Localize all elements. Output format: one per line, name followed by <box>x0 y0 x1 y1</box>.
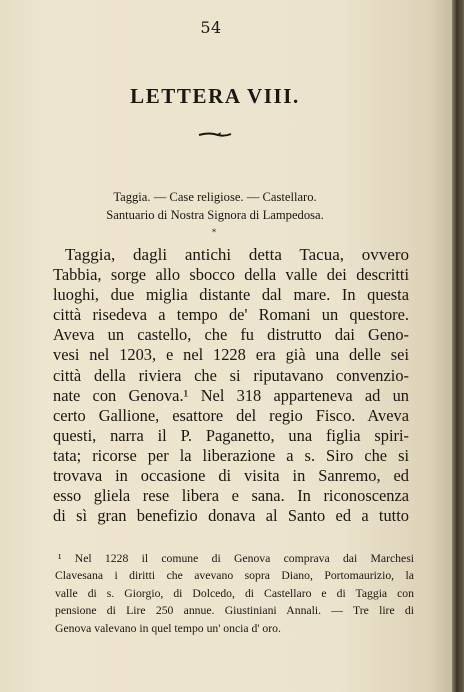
footnote-line: Genova valevano in quel tempo un' oncia d' oro. <box>55 621 281 635</box>
footnote-line: pensione di Lire 250 annue. Giustiniani Annali. — Tre lire di <box>55 604 414 618</box>
footnote-line: valle di s. Giorgio, di Dolcedo, di Castellaro e di Taggia con <box>55 586 414 600</box>
body-line: esso gliela rese libera e sana. In riconoscenza <box>53 486 409 506</box>
body-line: vesi nel 1203, e nel 1228 era già una delle sei <box>53 345 409 365</box>
body-line: tata; ricorse per la liberazione a s. Siro che si <box>53 445 409 465</box>
book-spine-edge <box>452 0 464 692</box>
body-line: città risedeva a tempo de' Romani un questore. <box>53 305 409 325</box>
body-line: certo Gallione, esattore del regio Fisco. Aveva <box>53 405 409 425</box>
body-line: Taggia, dagli antichi detta Tacua, ovvero <box>65 245 409 264</box>
letter-body <box>53 245 409 526</box>
body-line: di sì gran benefizio donava al Santo ed a tutto <box>53 506 409 526</box>
letter-title: LETTERA VIII. <box>130 84 300 108</box>
body-line: questi, narra il P. Paganetto, una figlia spiri- <box>53 425 409 445</box>
subtitle-sanctuary: Santuario di Nostra Signora di Lampedosa. <box>106 208 324 222</box>
subtitle-topics: Taggia. — Case religiose. — Castellaro. <box>113 190 317 204</box>
footnotes <box>55 550 414 637</box>
body-line: nate con Genova.¹ Nel 318 apparteneva ad un <box>53 385 409 405</box>
footnote-line: ¹ Nel 1228 il comune di Genova comprava dai Marchesi <box>58 552 414 565</box>
body-line: trovava in occasione di visita in Sanremo, ed <box>53 466 409 486</box>
footnote-line: Clavesana i diritti che avevano sopra Diano, Portomaurizio, la <box>55 569 414 583</box>
separator-mark: * <box>212 228 216 237</box>
body-line: Tabbia, sorge allo sbocco della valle dei descritti <box>53 265 409 285</box>
ornament-dash-icon <box>198 130 232 140</box>
body-line: luoghi, due miglia distante dal mare. In questa <box>53 285 409 305</box>
page-number: 54 <box>200 18 222 37</box>
body-line: Aveva un castello, che fu distrutto dai Geno- <box>53 325 409 345</box>
body-line: città della riviera che si riputavano convenzio- <box>53 365 409 385</box>
